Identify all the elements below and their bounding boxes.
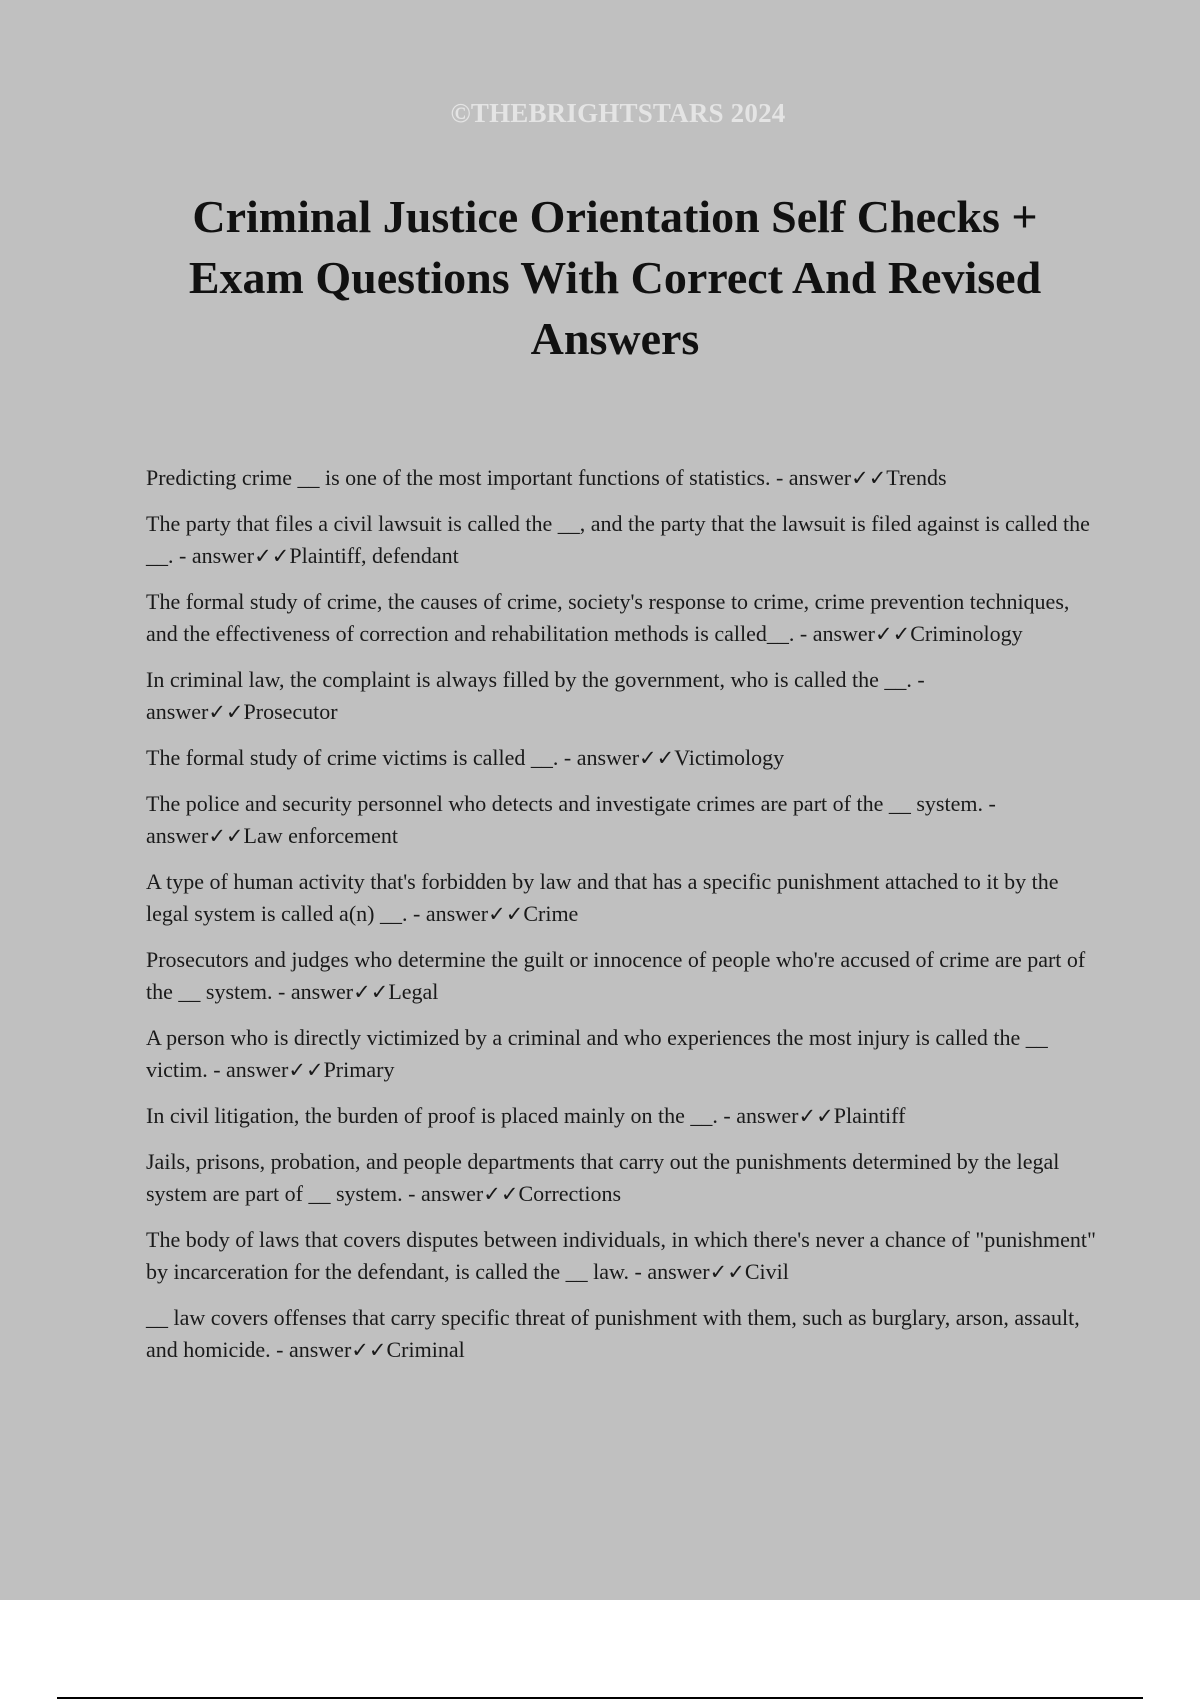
answer-prefix: answer — [146, 699, 209, 724]
question-text: A type of human activity that's forbidden by law and that has a specific punishment attached to it by the legal system is called a(n) __. - — [146, 869, 1059, 926]
question-list — [146, 462, 1096, 1380]
answer-text: Law enforcement — [243, 823, 399, 848]
answer-prefix: answer — [736, 1103, 799, 1128]
answer-prefix: answer — [576, 745, 640, 770]
double-check-icon: ✓✓ — [851, 466, 887, 490]
answer-prefix: answer — [226, 1057, 289, 1082]
question-text: A person who is directly victimized by a criminal and who experiences the most injury is called the __ victim. - — [146, 1025, 1048, 1082]
answer-prefix: answer — [812, 621, 876, 646]
answer-text: Primary — [323, 1057, 395, 1082]
answer-text: Civil — [744, 1259, 789, 1284]
question-item — [146, 866, 1096, 930]
question-item — [146, 664, 1096, 728]
question-item — [146, 1224, 1096, 1288]
question-item — [146, 1146, 1096, 1210]
question-text: The party that files a civil lawsuit is called the __, and the party that the lawsuit is filed against is called the __. - — [146, 511, 1090, 568]
answer-text: Crime — [523, 901, 579, 926]
answer-text: Legal — [388, 979, 439, 1004]
question-item — [146, 742, 1096, 774]
question-text: __ law covers offenses that carry specific threat of punishment with them, such as burglary, arson, assault, and homicide. - — [146, 1305, 1080, 1362]
question-text: The police and security personnel who detects and investigate crimes are part of the __ system. - — [146, 791, 996, 816]
answer-text: Prosecutor — [243, 699, 338, 724]
document-title: Criminal Justice Orientation Self Checks + Exam Questions With Correct And Revised Answers — [188, 191, 1042, 364]
answer-text: Victimology — [674, 745, 785, 770]
question-item — [146, 508, 1096, 572]
question-text: The body of laws that covers disputes between individuals, in which there's never a chance of "punishment" by incarceration for the defendant, is called the __ law. - — [146, 1227, 1096, 1284]
double-check-icon: ✓✓ — [798, 1104, 834, 1128]
double-check-icon: ✓✓ — [351, 1338, 387, 1362]
double-check-icon: ✓✓ — [208, 824, 244, 848]
answer-text: Corrections — [518, 1181, 622, 1206]
question-text: Prosecutors and judges who determine the guilt or innocence of people who're accused of crime are part of the __ system. - — [146, 947, 1086, 1004]
copyright-watermark: ©THEBRIGHTSTARS 2024 — [450, 98, 786, 128]
answer-prefix: answer — [420, 1181, 484, 1206]
question-text: The formal study of crime, the causes of crime, society's response to crime, crime prevention techniques, and the effectiveness of correction and rehabilitation methods is called__. - — [146, 589, 1070, 646]
answer-prefix: answer — [290, 979, 354, 1004]
question-item — [146, 1100, 1096, 1132]
footer-divider — [57, 1697, 1143, 1699]
answer-text: Plaintiff, defendant — [289, 543, 459, 568]
question-text: Jails, prisons, probation, and people departments that carry out the punishments determined by the legal system are part of __ system. - — [146, 1149, 1060, 1206]
question-text: Predicting crime __ is one of the most important functions of statistics. - — [146, 465, 789, 490]
question-item — [146, 586, 1096, 650]
question-text: In criminal law, the complaint is always filled by the government, who is called the __. - — [146, 667, 925, 692]
answer-prefix: answer — [146, 823, 209, 848]
answer-prefix: answer — [288, 1337, 352, 1362]
double-check-icon: ✓✓ — [639, 746, 675, 770]
double-check-icon: ✓✓ — [709, 1260, 745, 1284]
answer-text: Criminology — [910, 621, 1023, 646]
double-check-icon: ✓✓ — [483, 1182, 519, 1206]
answer-text: Trends — [886, 465, 947, 490]
question-item — [146, 1302, 1096, 1366]
answer-prefix: answer — [647, 1259, 710, 1284]
question-item — [146, 462, 1096, 494]
double-check-icon: ✓✓ — [353, 980, 389, 1004]
answer-text: Criminal — [386, 1337, 465, 1362]
double-check-icon: ✓✓ — [254, 544, 290, 568]
double-check-icon: ✓✓ — [288, 1058, 324, 1082]
question-item — [146, 788, 1096, 852]
double-check-icon: ✓✓ — [208, 700, 244, 724]
double-check-icon: ✓✓ — [875, 622, 911, 646]
answer-prefix: answer — [191, 543, 255, 568]
question-text: In civil litigation, the burden of proof is placed mainly on the __. - — [146, 1103, 737, 1128]
question-item — [146, 1022, 1096, 1086]
question-item — [146, 944, 1096, 1008]
double-check-icon: ✓✓ — [488, 902, 524, 926]
answer-prefix: answer — [788, 465, 852, 490]
answer-text: Plaintiff — [833, 1103, 906, 1128]
question-text: The formal study of crime victims is called __. - — [146, 745, 577, 770]
answer-prefix: answer — [425, 901, 489, 926]
